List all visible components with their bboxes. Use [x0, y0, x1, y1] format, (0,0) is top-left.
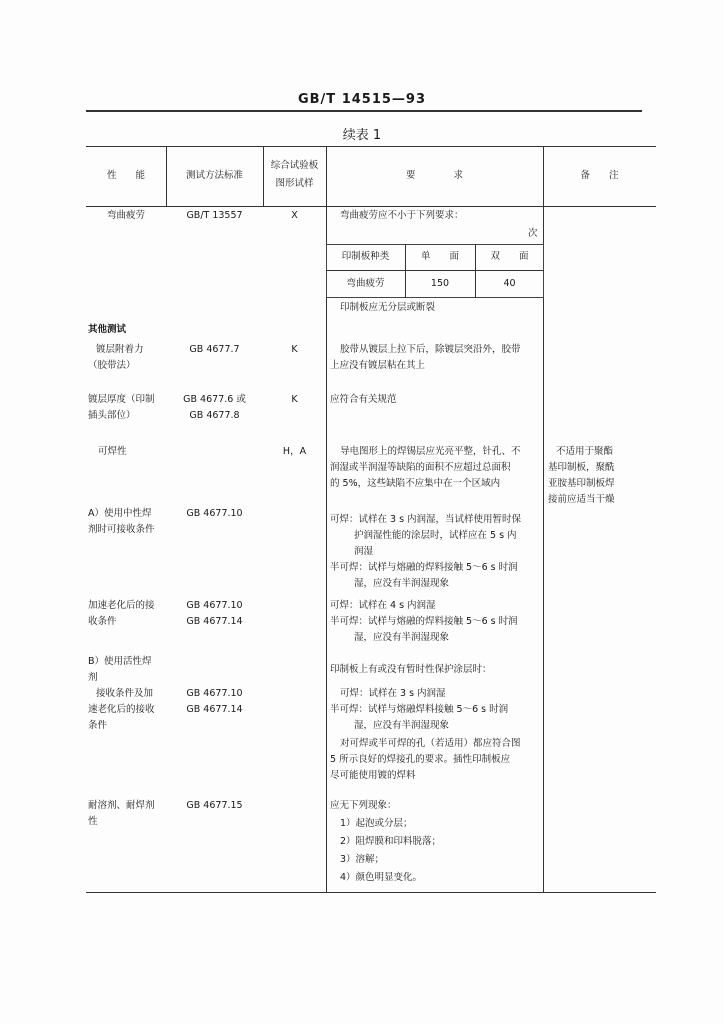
- active-accept-property-l1: 接收条件及加: [96, 688, 154, 699]
- sub-table-r2: 150: [430, 278, 450, 289]
- table-top-rule: [86, 146, 656, 147]
- aging-property-l2: 收条件: [88, 616, 117, 627]
- aging-req-l3: 湿，应没有半润湿现象: [354, 632, 450, 643]
- active-accept-req-l3: 湿，应没有半润湿现象: [354, 720, 450, 731]
- aging-req-l2: 半可焊：试样与熔融的焊料接触 5～6 s 时润: [330, 616, 518, 627]
- solder-property: 可焊性: [98, 446, 127, 457]
- solder-req-l1: 导电图形上的焊锡层应光亮平整，针孔、不: [340, 446, 521, 457]
- active-accept-req-l2: 半可焊：试样与熔融焊料接触 5～6 s 时润: [330, 704, 509, 715]
- solder-remark-l1: 不适用于聚酯: [556, 446, 614, 457]
- neutral-req-l2: 护润湿性能的涂层时，试样应在 5 s 内: [354, 530, 517, 541]
- bending-method: GB/T 13557: [186, 210, 243, 221]
- header-remark: 备 注: [580, 170, 619, 181]
- active-accept-req-l4: 对可焊或半可焊的孔（若适用）都应符合图: [340, 738, 521, 749]
- active-accept-req-l6: 尽可能使用镀的焊料: [330, 770, 416, 781]
- solder-req-l2: 润湿或半润湿等缺陷的面积不应超过总面积: [330, 462, 511, 473]
- aging-method-l2: GB 4677.14: [186, 616, 243, 627]
- bending-property: 弯曲疲劳: [106, 210, 145, 221]
- thickness-property-l2: 插头部位）: [88, 410, 136, 421]
- header-property: 性 能: [106, 170, 145, 181]
- active-accept-property-l3: 条件: [88, 720, 108, 731]
- aging-req-l1: 可焊：试样在 4 s 内润湿: [330, 600, 436, 611]
- sub-table-h2: 单 面: [420, 251, 459, 262]
- neutral-req-l5: 湿，应没有半润湿现象: [354, 578, 450, 589]
- table-bottom-rule: [86, 892, 656, 893]
- sub-table-r3: 40: [503, 278, 516, 289]
- adhesion-pattern: K: [291, 344, 298, 355]
- adhesion-property-l1: 镀层附着力: [96, 344, 144, 355]
- solvent-method: GB 4677.15: [186, 800, 243, 811]
- neutral-property-l1: A）使用中性焊: [88, 508, 152, 519]
- neutral-req-l3: 润湿: [354, 546, 374, 557]
- sub-table-h3: 双 面: [490, 251, 529, 262]
- active-accept-req-l1: 可焊：试样在 3 s 内润湿: [340, 688, 446, 699]
- active-accept-req-l5: 5 所示良好的焊接孔的要求。插性印制板应: [330, 754, 511, 765]
- bending-pattern: X: [291, 210, 298, 221]
- solder-remark-l2: 基印制板，聚酰: [548, 462, 615, 473]
- aging-property-l1: 加速老化后的接: [88, 600, 155, 611]
- solvent-item-4: 4）颜色明显变化。: [340, 872, 423, 883]
- solvent-item-2: 2）阻焊膜和印料脱落；: [340, 836, 442, 847]
- solvent-property-l1: 耐溶剂、耐焊剂: [88, 800, 155, 811]
- standard-number: GB/T 14515—93: [297, 92, 427, 107]
- active-req: 印制板上有或没有暂时性保护涂层时：: [330, 664, 492, 675]
- solder-remark-l4: 接前应适当干燥: [548, 494, 615, 505]
- adhesion-req-l1: 胶带从镀层上拉下后，除镀层突沿外，胶带: [340, 344, 521, 355]
- active-accept-property-l2: 速老化后的接收: [88, 704, 155, 715]
- bending-req-intro: 弯曲疲劳应不小于下列要求：: [340, 210, 464, 221]
- active-accept-method-l1: GB 4677.10: [186, 688, 243, 699]
- solder-pattern: H，A: [282, 446, 307, 457]
- solvent-item-1: 1）起泡或分层；: [340, 818, 413, 829]
- solder-remark-l3: 亚胺基印制板焊: [548, 478, 615, 489]
- neutral-req-l1: 可焊：试样在 3 s 内润湿，当试样使用暂时保: [330, 514, 522, 525]
- neutral-method: GB 4677.10: [186, 508, 243, 519]
- header-requirement: 要 求: [405, 170, 463, 181]
- solvent-req-intro: 应无下列现象：: [330, 800, 397, 811]
- table-header-rule: [86, 206, 656, 207]
- thickness-method-l2: GB 4677.8: [189, 410, 240, 421]
- sub-table-h1: 印制板种类: [341, 251, 390, 262]
- active-property-l1: B）使用活性焊: [88, 656, 152, 667]
- solvent-property-l2: 性: [88, 816, 98, 827]
- adhesion-method: GB 4677.7: [189, 344, 240, 355]
- solder-req-l3: 的 5%，这些缺陷不应集中在一个区域内: [330, 478, 501, 489]
- neutral-property-l2: 剂时可接收条件: [88, 524, 155, 535]
- thickness-property-l1: 镀层厚度（印制: [88, 394, 155, 405]
- adhesion-req-l2: 上应没有镀层粘在其上: [330, 360, 426, 371]
- section-other-tests: 其他测试: [88, 324, 127, 335]
- active-property-l2: 剂: [88, 672, 98, 683]
- active-accept-method-l2: GB 4677.14: [186, 704, 243, 715]
- header-pattern-line2: 图形试样: [275, 178, 314, 189]
- solvent-item-3: 3）溶解；: [340, 854, 385, 865]
- sub-table-r1: 弯曲疲劳: [346, 278, 385, 289]
- header-method: 测试方法标准: [185, 170, 243, 181]
- thickness-method-l1: GB 4677.6 或: [183, 394, 246, 405]
- thickness-pattern: K: [291, 394, 298, 405]
- bending-unit: 次: [528, 228, 538, 239]
- aging-method-l1: GB 4677.10: [186, 600, 243, 611]
- sub-table-mid-rule: [326, 270, 544, 271]
- header-rule: [86, 110, 642, 112]
- thickness-req: 应符合有关规范: [330, 394, 397, 405]
- table-caption: 续表 1: [342, 128, 382, 143]
- header-pattern-line1: 综合试验板: [270, 160, 319, 171]
- adhesion-property-l2: （胶带法）: [88, 360, 136, 371]
- bending-req-after: 印制板应无分层或断裂: [340, 302, 436, 313]
- neutral-req-l4: 半可焊：试样与熔融的焊料接触 5～6 s 时润: [330, 562, 518, 573]
